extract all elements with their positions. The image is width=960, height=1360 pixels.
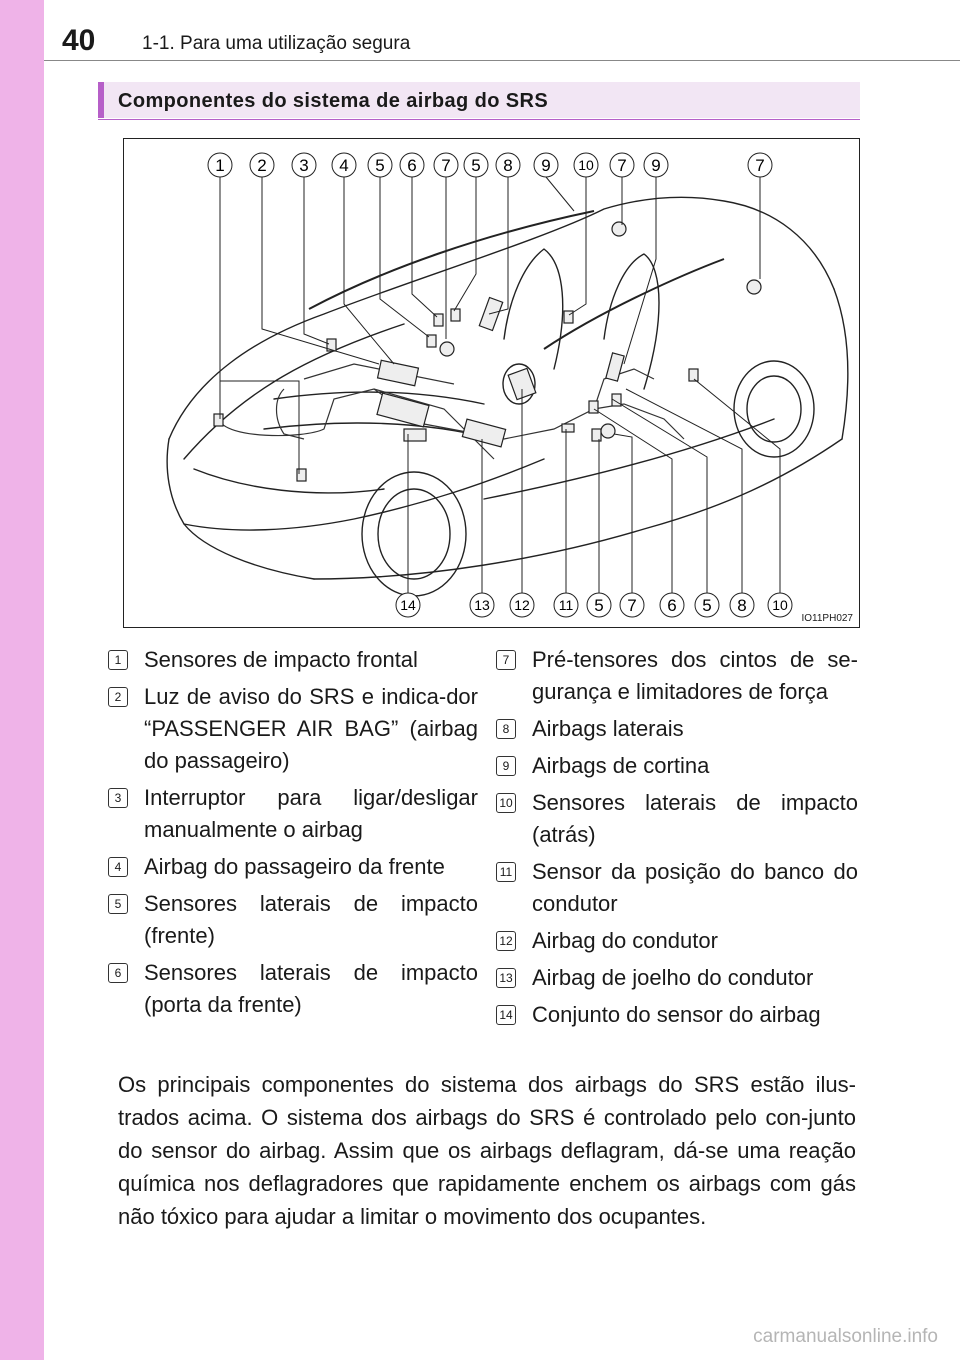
callout-leader-lines (220, 177, 780, 594)
svg-text:5: 5 (471, 156, 481, 175)
svg-text:10: 10 (578, 157, 594, 173)
svg-text:6: 6 (407, 156, 417, 175)
legend-text: Airbag de joelho do condutor (532, 965, 814, 990)
callout-7d (620, 593, 644, 617)
bottom-callout-row (396, 593, 792, 617)
header-rule (44, 60, 960, 61)
svg-text:5: 5 (375, 156, 385, 175)
callout-2 (250, 153, 274, 177)
svg-text:14: 14 (400, 597, 416, 613)
svg-text:8: 8 (503, 156, 513, 175)
callout-8 (496, 153, 520, 177)
watermark-text: carmanualsonline.info (753, 1326, 938, 1347)
callout-7b (610, 153, 634, 177)
legend-item (496, 962, 858, 994)
legend-text: Conjunto do sensor do airbag (532, 1002, 821, 1027)
legend-number-badge: 10 (496, 793, 516, 813)
svg-text:7: 7 (441, 156, 451, 175)
legend-number-badge: 6 (108, 963, 128, 983)
legend-text: Airbags de cortina (532, 753, 710, 778)
legend-number-badge: 9 (496, 756, 516, 776)
legend-number-badge: 4 (108, 857, 128, 877)
legend-text: Airbag do passageiro da frente (144, 854, 445, 879)
callout-6b (660, 593, 684, 617)
callout-4 (332, 153, 356, 177)
legend-number-badge: 5 (108, 894, 128, 914)
section-title: Componentes do sistema de airbag do SRS (98, 82, 860, 118)
callout-9 (534, 153, 558, 177)
legend-item (108, 681, 478, 777)
callout-5 (368, 153, 392, 177)
airbag-component-blocks (214, 222, 761, 481)
legend-item (496, 713, 858, 745)
legend-number-badge: 2 (108, 687, 128, 707)
legend-item (108, 851, 478, 883)
legend-text: Sensores de impacto frontal (144, 647, 418, 672)
svg-text:7: 7 (627, 596, 637, 615)
svg-text:8: 8 (737, 596, 747, 615)
callout-13 (470, 593, 494, 617)
legend-item (108, 644, 478, 676)
legend-right-column (496, 644, 858, 1036)
legend-text: Sensor da posição do banco do condutor (532, 859, 858, 916)
legend-number-badge: 13 (496, 968, 516, 988)
legend-number-badge: 11 (496, 862, 516, 882)
legend-item (496, 750, 858, 782)
callout-12 (510, 593, 534, 617)
callout-5d (695, 593, 719, 617)
callout-3 (292, 153, 316, 177)
svg-text:7: 7 (617, 156, 627, 175)
svg-text:5: 5 (702, 596, 712, 615)
legend-number-badge: 12 (496, 931, 516, 951)
car-interior-illustration (124, 139, 859, 627)
legend-text: Airbags laterais (532, 716, 684, 741)
legend-item (108, 782, 478, 846)
callout-1 (208, 153, 232, 177)
callout-10 (574, 153, 598, 177)
curtain-airbag-rails (309, 211, 724, 349)
callout-7 (434, 153, 458, 177)
figure-code: IO11PH027 (801, 613, 853, 624)
legend-text: Interruptor para ligar/desligar manualmente o airbag (144, 785, 478, 842)
svg-text:5: 5 (594, 596, 604, 615)
legend-item (496, 999, 858, 1031)
legend-text: Airbag do condutor (532, 928, 718, 953)
callout-11 (554, 593, 578, 617)
legend-text: Sensores laterais de impacto (porta da frente) (144, 960, 478, 1017)
legend-item (496, 856, 858, 920)
airbag-components-figure (123, 138, 860, 628)
legend-text: Luz de aviso do SRS e indica-dor “PASSENGER AIR BAG” (airbag do passageiro) (144, 684, 478, 773)
legend-number-badge: 3 (108, 788, 128, 808)
legend-left-column (108, 644, 478, 1026)
legend-text: Sensores laterais de impacto (frente) (144, 891, 478, 948)
svg-text:9: 9 (541, 156, 551, 175)
svg-text:7: 7 (755, 156, 765, 175)
callout-10b (768, 593, 792, 617)
legend-item (496, 925, 858, 957)
callout-6 (400, 153, 424, 177)
svg-text:11: 11 (558, 597, 574, 613)
callout-5b (464, 153, 488, 177)
top-callout-row (208, 153, 772, 177)
callout-5c (587, 593, 611, 617)
page-side-band (0, 0, 44, 1360)
callout-9b (644, 153, 668, 177)
legend-text: Pré-tensores dos cintos de se-gurança e limitadores de força (532, 647, 858, 704)
callout-7c (748, 153, 772, 177)
svg-text:3: 3 (299, 156, 309, 175)
svg-text:10: 10 (772, 597, 788, 613)
legend-number-badge: 7 (496, 650, 516, 670)
svg-text:13: 13 (474, 597, 490, 613)
body-paragraph: Os principais componentes do sistema dos airbags do SRS estão ilus-trados acima. O sistema dos airbags do SRS é controlado pelo con-junto do sensor do airbag. Assim que os airbags deflagram, dá-se uma reação química nos deflagradores que rapidamente enchem os airbags com gás não tóxico para ajudar a limitar o movimento dos ocupantes. (118, 1072, 856, 1229)
svg-text:6: 6 (667, 596, 677, 615)
legend-text: Sensores laterais de impacto (atrás) (532, 790, 858, 847)
legend-number-badge: 8 (496, 719, 516, 739)
svg-text:12: 12 (514, 597, 530, 613)
legend-item (108, 888, 478, 952)
callout-14 (396, 593, 420, 617)
svg-text:1: 1 (215, 156, 225, 175)
page-number: 40 (62, 24, 96, 57)
legend-item (496, 787, 858, 851)
legend-number-badge: 1 (108, 650, 128, 670)
running-head: 1-1. Para uma utilização segura (142, 33, 411, 54)
svg-text:2: 2 (257, 156, 267, 175)
car-body-outline (167, 197, 848, 596)
legend-item (496, 644, 858, 708)
legend-number-badge: 14 (496, 1005, 516, 1025)
svg-text:9: 9 (651, 156, 661, 175)
legend-item (108, 957, 478, 1021)
svg-text:4: 4 (339, 156, 349, 175)
callout-8b (730, 593, 754, 617)
